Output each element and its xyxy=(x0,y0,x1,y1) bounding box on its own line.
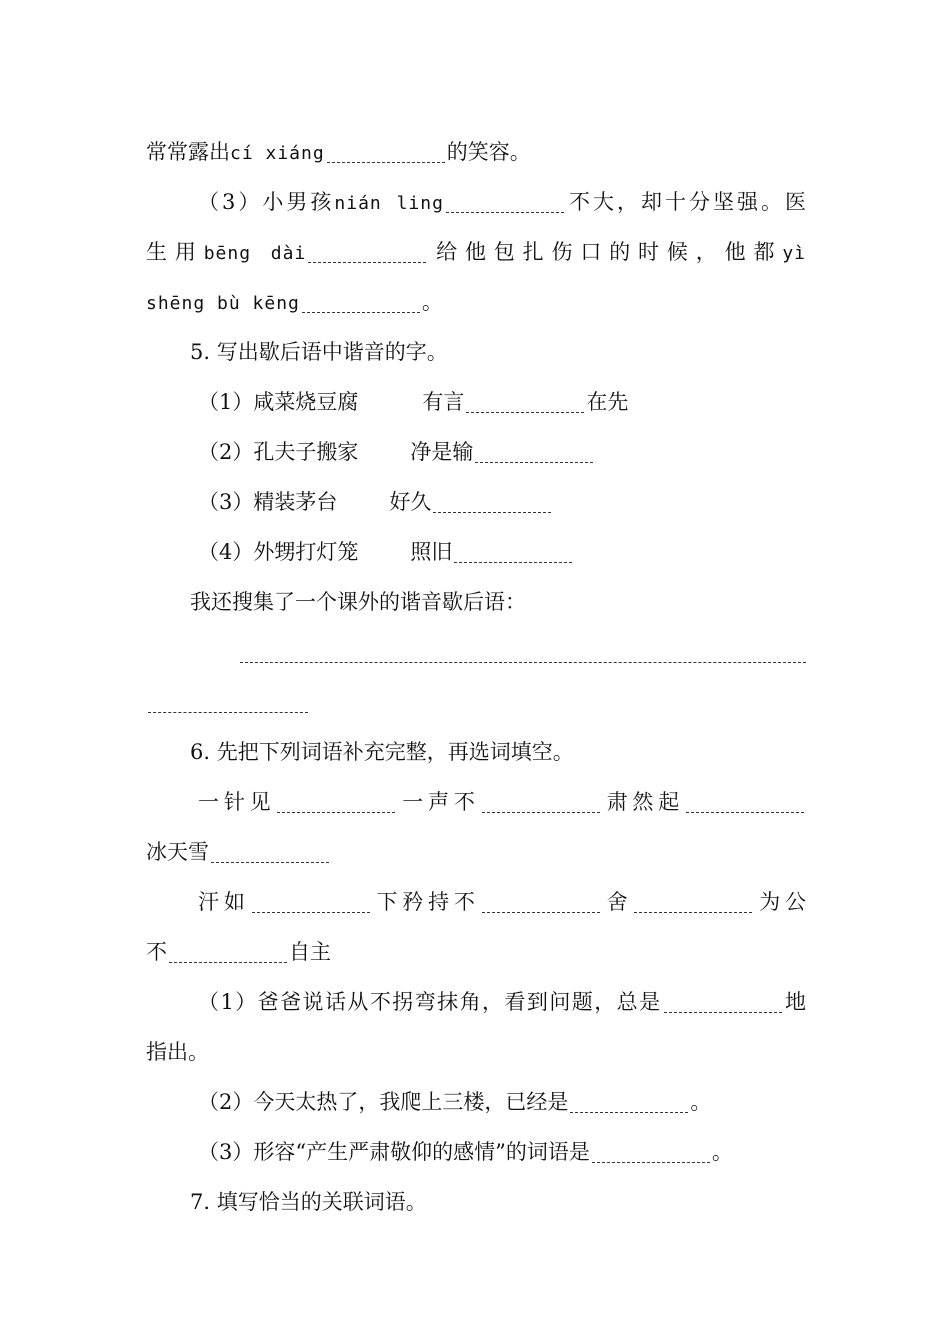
q6-sentence-1: （1）爸爸说话从不拐弯抹角，看到问题，总是 地 xyxy=(198,990,807,1014)
q5-item-3: （3）精装茅台 好久 xyxy=(198,486,806,518)
sentence-line-3: 生用bēng dài 给他包扎伤口的时候，他都yì xyxy=(146,240,806,264)
answer-blank[interactable] xyxy=(570,1094,688,1113)
pinyin-nianling: nián ling xyxy=(334,193,444,214)
answer-blank[interactable] xyxy=(211,844,329,863)
q6-words-line-2: 冰天雪 xyxy=(146,836,806,868)
q5-item-4: （4）外甥打灯笼 照旧 xyxy=(198,536,806,568)
q5-extra-answer-line-2[interactable] xyxy=(146,686,806,718)
question-6-title: 6. 先把下列词语补充完整，再选词填空。 xyxy=(190,740,574,764)
q6-sentence-3: （3）形容“产生严肃敬仰的感情”的词语是 。 xyxy=(198,1140,733,1164)
answer-blank[interactable] xyxy=(302,294,420,313)
q5-extra-prompt: 我还搜集了一个课外的谐音歇后语： xyxy=(190,590,526,614)
sentence-line-2: （3）小男孩nián ling 不大，却十分坚强。医 xyxy=(198,190,806,214)
q6-words-line-1: 一针见 一声不 肃然起 xyxy=(198,786,806,818)
q5-extra-answer-line[interactable] xyxy=(238,636,806,668)
q6-sentence-2: （2）今天太热了，我爬上三楼，已经是 。 xyxy=(198,1090,712,1114)
answer-blank[interactable] xyxy=(240,644,806,663)
sentence-line-4: shēng bù kēng 。 xyxy=(146,290,443,314)
answer-blank[interactable] xyxy=(686,794,804,813)
answer-blank[interactable] xyxy=(664,994,782,1013)
q6-sentence-1-cont: 指出。 xyxy=(146,1040,209,1064)
q5-item-1: （1）咸菜烧豆腐 有言 在先 xyxy=(198,390,629,414)
question-7-title: 7. 填写恰当的关联词语。 xyxy=(190,1190,427,1214)
sentence-line-1: 常常露出cí xiáng 的笑容。 xyxy=(146,140,531,164)
q5-item-2: （2）孔夫子搬家 净是输 xyxy=(198,436,806,468)
pinyin-yi: yì xyxy=(782,243,806,264)
answer-blank[interactable] xyxy=(482,894,600,913)
pinyin-yishengbukeng: shēng bù kēng xyxy=(146,293,300,314)
pinyin-cixiang: cí xiáng xyxy=(230,143,325,164)
answer-blank[interactable] xyxy=(148,694,308,713)
answer-blank[interactable] xyxy=(634,894,752,913)
q6-words-line-4: 不 自主 xyxy=(146,940,331,964)
answer-blank[interactable] xyxy=(277,794,395,813)
pinyin-bengdai: bēng dài xyxy=(203,243,307,264)
answer-blank[interactable] xyxy=(308,244,426,263)
answer-blank[interactable] xyxy=(433,494,551,513)
q6-words-line-3: 汗如 下矜持不 舍 为公 xyxy=(198,890,807,914)
answer-blank[interactable] xyxy=(327,144,445,163)
answer-blank[interactable] xyxy=(446,194,564,213)
answer-blank[interactable] xyxy=(466,394,584,413)
question-5-title: 5. 写出歇后语中谐音的字。 xyxy=(190,340,448,364)
answer-blank[interactable] xyxy=(454,544,572,563)
answer-blank[interactable] xyxy=(169,944,287,963)
answer-blank[interactable] xyxy=(475,444,593,463)
answer-blank[interactable] xyxy=(482,794,600,813)
answer-blank[interactable] xyxy=(592,1144,710,1163)
answer-blank[interactable] xyxy=(252,894,370,913)
